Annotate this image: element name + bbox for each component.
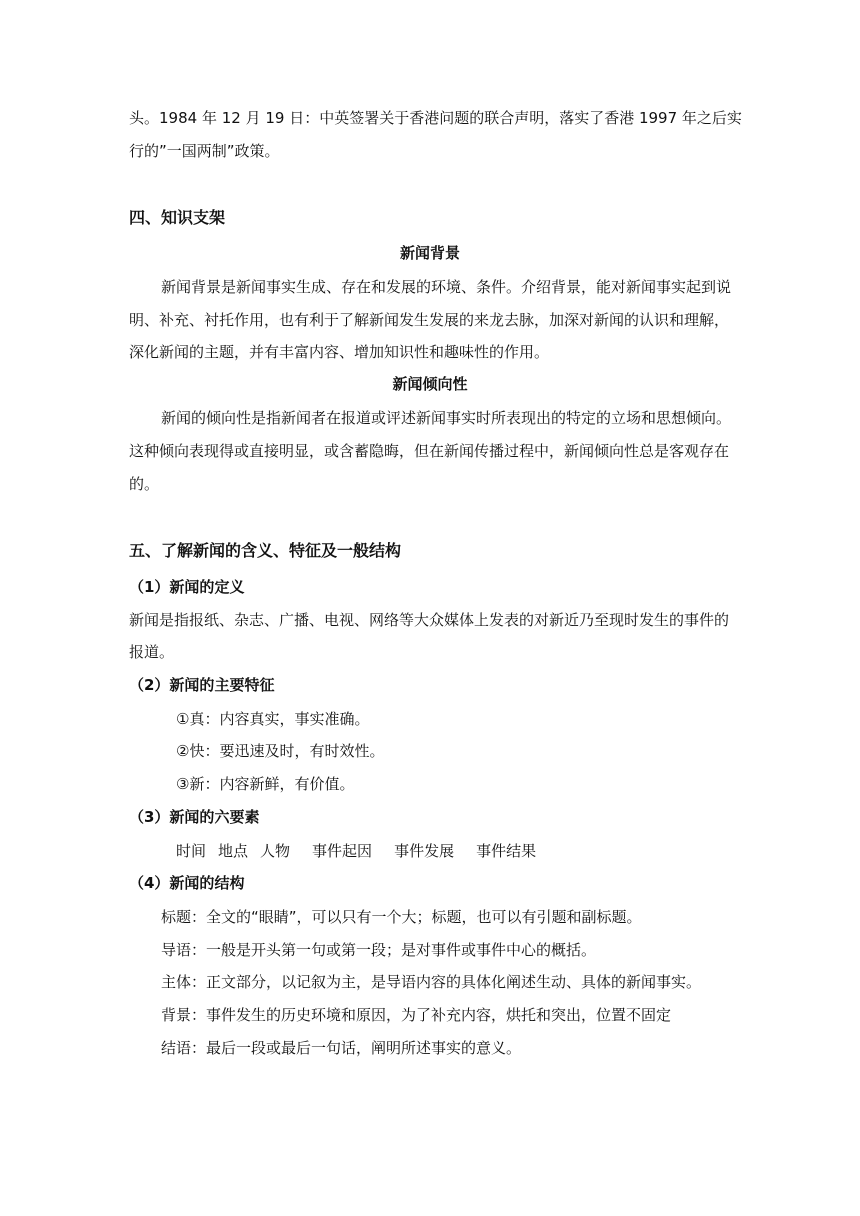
tendency-line-3: 的。 bbox=[129, 475, 160, 493]
structure-title: （4）新闻的结构 bbox=[129, 874, 245, 892]
tendency-title: 新闻倾向性 bbox=[392, 375, 468, 393]
element-item: 事件发展 bbox=[394, 842, 455, 860]
definition-line-1: 新闻是指报纸、杂志、广播、电视、网络等大众媒体上发表的对新近乃至现时发生的事件的 bbox=[129, 611, 730, 629]
background-title: 新闻背景 bbox=[399, 244, 460, 262]
element-item: 地点 bbox=[218, 842, 249, 860]
definition-line-2: 报道。 bbox=[129, 643, 175, 661]
feature-item: ②快：要迅速及时，有时效性。 bbox=[176, 742, 385, 760]
definition-title: （1）新闻的定义 bbox=[129, 578, 245, 596]
background-line-2: 明、补充、衬托作用，也有利于了解新闻发生发展的来龙去脉，加深对新闻的认识和理解， bbox=[129, 311, 730, 329]
feature-item: ①真：内容真实，事实准确。 bbox=[176, 710, 370, 728]
element-item: 事件起因 bbox=[312, 842, 373, 860]
section5-heading: 五、了解新闻的含义、特征及一般结构 bbox=[129, 541, 402, 560]
intro-line-2: 行的”一国两制”政策。 bbox=[129, 142, 280, 160]
structure-item: 标题：全文的“眼睛”，可以只有一个大；标题，也可以有引题和副标题。 bbox=[161, 908, 642, 926]
tendency-line-1: 新闻的倾向性是指新闻者在报道或评述新闻事实时所表现出的特定的立场和思想倾向。 bbox=[161, 409, 732, 427]
section4-heading: 四、知识支架 bbox=[129, 208, 226, 227]
elements-row bbox=[176, 841, 558, 861]
structure-item: 导语：一般是开头第一句或第一段；是对事件或事件中心的概括。 bbox=[161, 941, 597, 959]
structure-item: 背景：事件发生的历史环境和原因，为了补充内容，烘托和突出，位置不固定 bbox=[161, 1006, 672, 1024]
element-item: 时间 bbox=[176, 842, 207, 860]
structure-item: 主体：正文部分，以记叙为主，是导语内容的具体化阐述生动、具体的新闻事实。 bbox=[161, 973, 702, 991]
feature-item: ③新：内容新鲜，有价值。 bbox=[176, 775, 355, 793]
background-line-1: 新闻背景是新闻事实生成、存在和发展的环境、条件。介绍背景，能对新闻事实起到说 bbox=[161, 278, 732, 296]
intro-line-1: 头。1984 年 12 月 19 日：中英签署关于香港问题的联合声明，落实了香港 1997 年之后实 bbox=[129, 109, 742, 127]
background-line-3: 深化新闻的主题，并有丰富内容、增加知识性和趣味性的作用。 bbox=[129, 343, 550, 361]
element-item: 事件结果 bbox=[476, 842, 537, 860]
features-title: （2）新闻的主要特征 bbox=[129, 676, 275, 694]
structure-item: 结语：最后一段或最后一句话，阐明所述事实的意义。 bbox=[161, 1039, 522, 1057]
tendency-line-2: 这种倾向表现得或直接明显，或含蓄隐晦，但在新闻传播过程中，新闻倾向性总是客观存在 bbox=[129, 442, 730, 460]
element-item: 人物 bbox=[260, 842, 291, 860]
elements-title: （3）新闻的六要素 bbox=[129, 808, 260, 826]
